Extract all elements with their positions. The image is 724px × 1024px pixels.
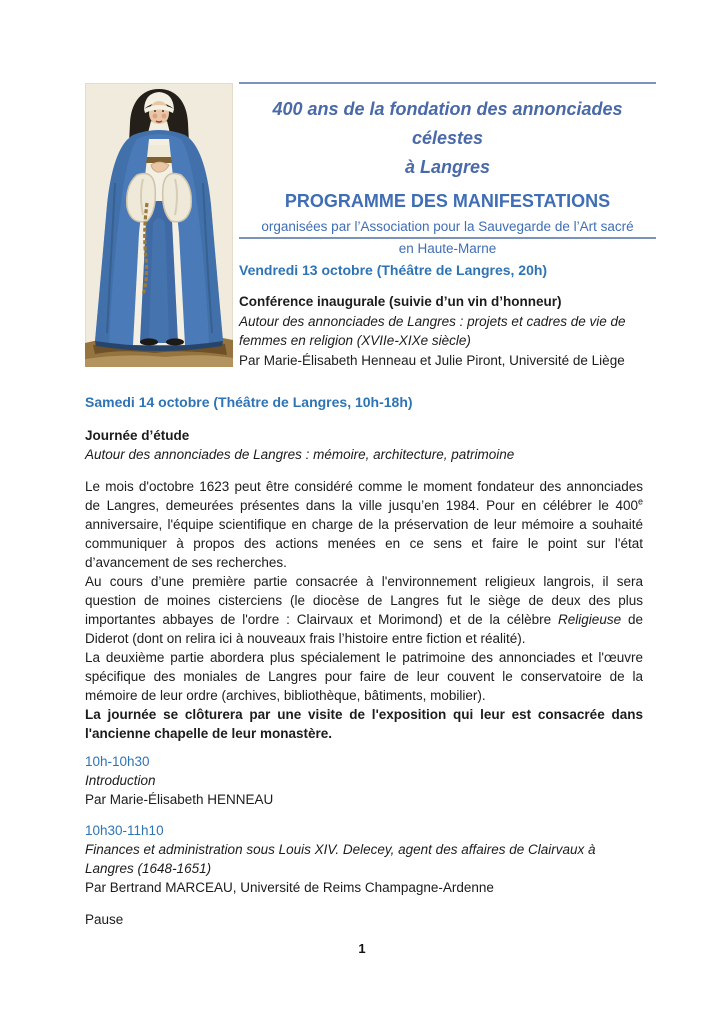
saturday-section xyxy=(85,393,643,929)
friday-event-subtitle: Autour des annonciades de Langres : projets et cadres de vie de femmes en religion (XVIIe-XIXe siècle) xyxy=(239,313,626,348)
friday-speakers: Par Marie-Élisabeth Henneau et Julie Piront, Université de Liège xyxy=(239,352,625,368)
organizer xyxy=(239,216,656,260)
book-title-religieuse: Religieuse xyxy=(558,612,622,627)
saturday-event-subtitle: Autour des annonciades de Langres : mémoire, architecture, patrimoine xyxy=(85,447,515,462)
saturday-event-title: Journée d’étude xyxy=(85,428,190,443)
nun-illustration-svg xyxy=(85,83,233,367)
friday-heading: Vendredi 13 octobre (Théâtre de Langres, 20h) xyxy=(239,262,548,278)
part1-paragraph xyxy=(85,572,643,648)
anniversary-superscript: e xyxy=(637,496,643,507)
schedule-item-2 xyxy=(85,821,643,897)
schedule-1-time: 10h-10h30 xyxy=(85,754,150,769)
document-title xyxy=(239,95,656,182)
bodice xyxy=(147,145,171,159)
schedule-2-time: 10h30-11h10 xyxy=(85,823,164,838)
organizer-line1: organisées par l’Association pour la Sauvegarde de l’Art sacré xyxy=(261,219,634,234)
intro-paragraph xyxy=(85,477,643,572)
part2-paragraph: La deuxième partie abordera plus spécialement le patrimoine des annonciades et l'œuvre spécifique des moniales de Langres pour faire de leur couvent le conservatoire de la mémoire de leur ordre (archives, bibliothèque, bâtiments, mobilier). xyxy=(85,650,643,703)
schedule-2-speaker: Par Bertrand MARCEAU, Université de Reims Champagne-Ardenne xyxy=(85,880,494,895)
program-title: PROGRAMME DES MANIFESTATIONS xyxy=(284,191,611,211)
closing-paragraph: La journée se clôturera par une visite de l'exposition qui leur est consacrée dans l'ancienne chapelle de leur monastère. xyxy=(85,707,643,741)
description-paragraphs xyxy=(85,477,643,743)
page-number: 1 xyxy=(358,941,366,956)
friday-section xyxy=(239,261,659,370)
part1-text-1: Au cours d’une première partie consacrée à l'environnement religieux langrois, il sera question de moines cisterciens (le diocèse de Langres fut le siège de deux des plus importantes abbayes de l'ordre : Clairvaux et Morimond) et de la célèbre xyxy=(85,574,643,627)
intro-text-1: Le mois d'octobre 1623 peut être considéré comme le moment fondateur des annonciades de Langres, demeurées présentes dans la ville jusqu’en 1984. Pour en célébrer le 400 xyxy=(85,479,643,513)
schedule-1-speaker: Par Marie-Élisabeth HENNEAU xyxy=(85,792,274,807)
friday-event-title: Conférence inaugurale (suivie d’un vin d’honneur) xyxy=(239,294,562,309)
pause-label: Pause xyxy=(85,912,124,927)
part1-text-2: de Diderot (dont on relira ici à nouveaux frais l’histoire entre fiction et réalité). xyxy=(85,612,643,646)
document-title-line2: à Langres xyxy=(404,157,491,177)
nun-illustration xyxy=(85,83,233,367)
schedule-item-1 xyxy=(85,752,643,809)
intro-text-2: anniversaire, l'équipe scientifique en charge de la préservation de leur mémoire a souhaité communiquer à propos des actions menées en ce sens et faire le point sur l'état d’avancement de ses recherches. xyxy=(85,517,643,570)
header-block xyxy=(239,82,656,256)
saturday-heading: Samedi 14 octobre (Théâtre de Langres, 10h-18h) xyxy=(85,394,413,410)
schedule-2-title: Finances et administration sous Louis XIV. Delecey, agent des affaires de Clairvaux à Langres (1648-1651) xyxy=(85,842,596,876)
schedule-1-title: Introduction xyxy=(85,773,156,788)
organizer-line2: en Haute-Marne xyxy=(398,241,497,256)
document-title-line1: 400 ans de la fondation des annonciades célestes xyxy=(272,99,623,148)
